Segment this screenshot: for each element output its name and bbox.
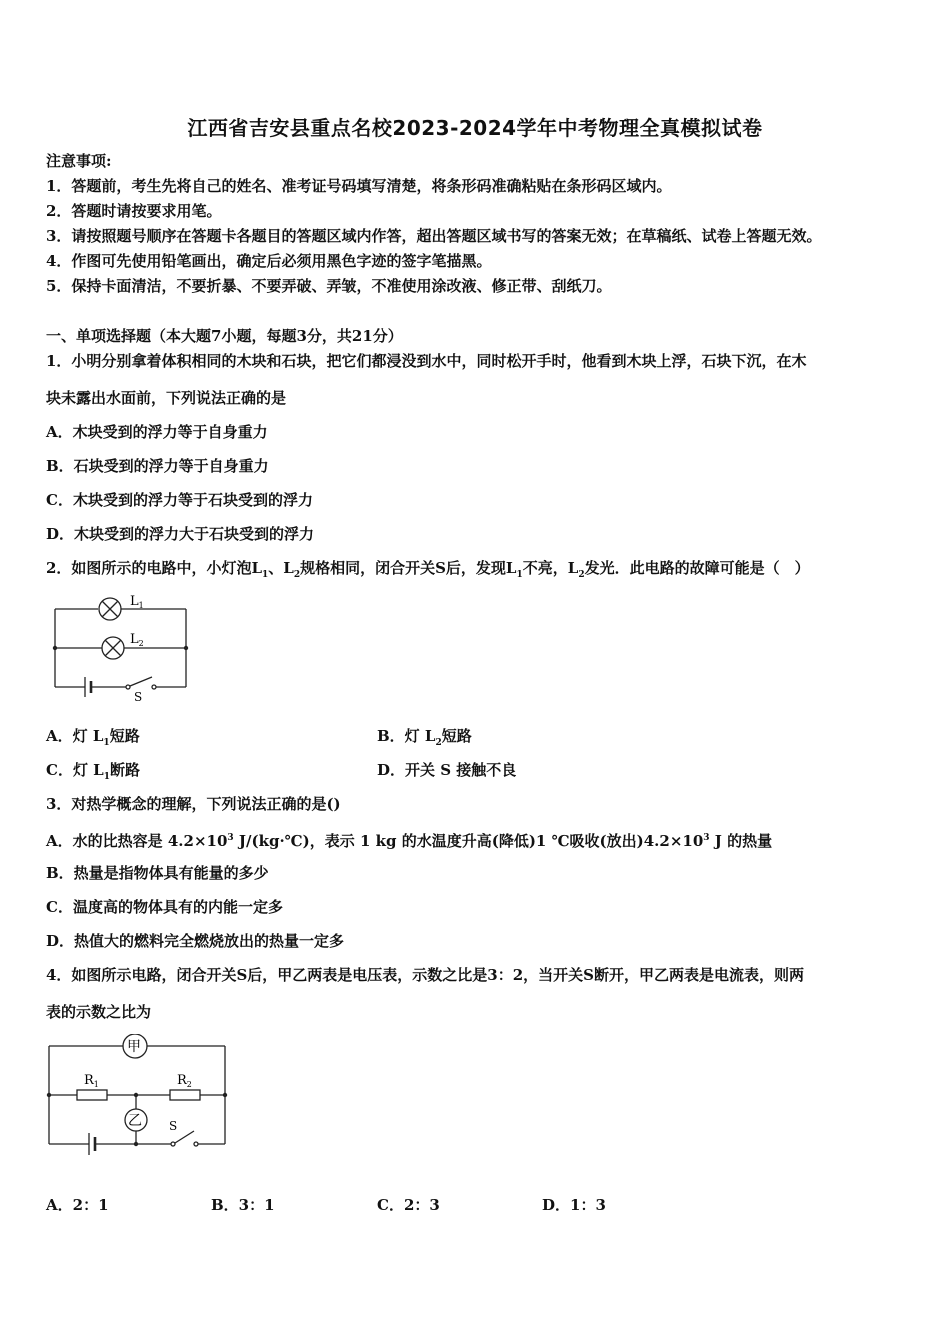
q1-option-b: B．石块受到的浮力等于自身重力 — [46, 457, 269, 475]
q2-lamp2-label: $L_2$ — [130, 632, 144, 648]
note-item-1: 1．答题前，考生先将自己的姓名、准考证号码填写清楚，将条形码准确粘贴在条形码区域内。 — [46, 177, 672, 195]
q2-option-d: D．开关 S 接触不良 — [377, 761, 517, 779]
q4-r1-label: $R_1$ — [84, 1073, 99, 1089]
q2-option-c: C．灯 $L_1$断路 — [46, 761, 140, 782]
q2-circuit-diagram — [46, 592, 196, 702]
q3-stem: 3．对热学概念的理解，下列说法正确的是() — [46, 795, 341, 813]
q1-option-d: D．木块受到的浮力大于石块受到的浮力 — [46, 525, 315, 543]
q4-option-c: C．2：3 — [377, 1196, 440, 1214]
q4-option-d: D．1：3 — [542, 1196, 606, 1214]
note-item-5: 5．保持卡面清洁，不要折暴、不要弄破、弄皱，不准使用涂改液、修正带、刮纸刀。 — [46, 277, 612, 295]
q2-lamp1-label: $L_1$ — [130, 594, 144, 610]
q2-stem: 2．如图所示的电路中，小灯泡$L_1$、$L_2$规格相同，闭合开关S后，发现$L_1$不亮，$L_2$发光．此电路的故障可能是（ ） — [46, 559, 810, 580]
note-item-3: 3．请按照题号顺序在答题卡各题目的答题区域内作答，超出答题区域书写的答案无效；在草稿纸、试卷上答题无效。 — [46, 227, 822, 245]
notes-heading: 注意事项: — [46, 152, 112, 170]
q1-stem-line1: 1．小明分别拿着体积相同的木块和石块，把它们都浸没到水中，同时松开手时，他看到木块上浮，石块下沉，在木 — [46, 352, 807, 370]
q4-switch-label: S — [169, 1119, 178, 1133]
q3-option-b: B．热量是指物体具有能量的多少 — [46, 864, 269, 882]
q4-r2-label: $R_2$ — [177, 1073, 192, 1089]
note-item-4: 4．作图可先使用铅笔画出，确定后必须用黑色字迹的签字笔描黑。 — [46, 252, 492, 270]
q4-option-a: A．2：1 — [46, 1196, 109, 1214]
q3-option-a: A．水的比热容是 $4.2\times 10^3$ J/(kg·℃)，表示 1 kg 的水温度升高(降低)1 ℃吸收(放出)$4.2\times 10^3$ J 的热量 — [46, 832, 773, 850]
q4-meter-b-label: 乙 — [128, 1113, 142, 1129]
q4-stem-line1: 4．如图所示电路，闭合开关S后，甲乙两表是电压表，示数之比是3：2，当开关S断开，甲乙两表是电流表，则两 — [46, 966, 804, 984]
q4-circuit-diagram — [44, 1034, 234, 1164]
q2-option-a: A．灯 $L_1$短路 — [46, 727, 140, 748]
q4-stem-line2: 表的示数之比为 — [46, 1003, 152, 1021]
page-title: 江西省吉安县重点名校2023-2024学年中考物理全真模拟试卷 — [187, 116, 763, 140]
q1-option-a: A．木块受到的浮力等于自身重力 — [46, 423, 268, 441]
q4-meter-a-label: 甲 — [127, 1039, 141, 1055]
q2-option-b: B．灯 $L_2$短路 — [377, 727, 472, 748]
q1-stem-line2: 块未露出水面前，下列说法正确的是 — [46, 389, 287, 407]
q4-option-b: B．3：1 — [211, 1196, 275, 1214]
q3-option-c: C．温度高的物体具有的内能一定多 — [46, 898, 283, 916]
section-heading: 一、单项选择题（本大题7小题，每题3分，共21分） — [46, 327, 403, 345]
q1-option-c: C．木块受到的浮力等于石块受到的浮力 — [46, 491, 313, 509]
q3-option-d: D．热值大的燃料完全燃烧放出的热量一定多 — [46, 932, 345, 950]
note-item-2: 2．答题时请按要求用笔。 — [46, 202, 222, 220]
q2-switch-label: S — [134, 690, 143, 702]
